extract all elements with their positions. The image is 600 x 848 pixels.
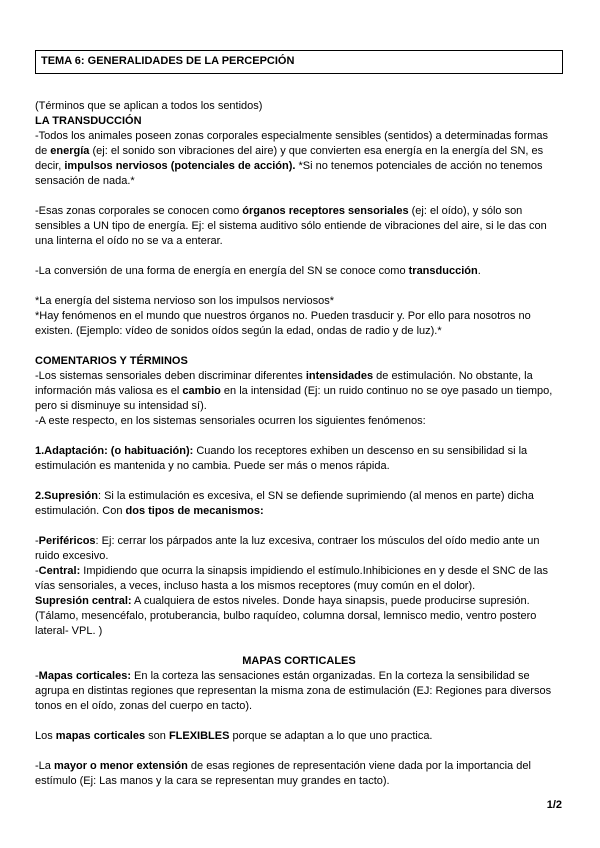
paragraph-adaptacion: 1.Adaptación: (o habituación): Cuando los receptores exhiben un descenso en su sensibilidad si la estimulación es mantenida y no cambia. Puede ser más o menos rápida. <box>35 445 528 472</box>
note-fenomenos: *Hay fenómenos en el mundo que nuestros órganos no. Pueden trasducir y. Por ello para nosotros no existen. (Ejemplo: vídeo de sonidos oídos según la edad, ondas de radio y de luz).* <box>35 310 531 337</box>
document-page <box>35 50 563 789</box>
paragraph-central: -Central: Impidiendo que ocurra la sinapsis impidiendo el estímulo.Inhibiciones en y desde el SNC de las vías sensoriales, a veces, incluso hasta a los mismos receptores (muy común en el dolor). <box>35 565 548 592</box>
section-heading-transduccion: LA TRANSDUCCIÓN <box>35 115 142 127</box>
paragraph-organos-receptores: -Esas zonas corporales se conocen como órganos receptores sensoriales (ej: el oído), y sólo son sensibles a UN tipo de energía. Ej: el sistema auditivo sólo entiende de vibraciones del aire, si le das con una linterna el oído no se va a enterar. <box>35 205 547 247</box>
paragraph-fenomenos-intro: -A este respecto, en los sistemas sensoriales ocurren los siguientes fenómenos: <box>35 415 426 427</box>
intro-note: (Términos que se aplican a todos los sentidos) <box>35 100 263 112</box>
paragraph-mapas-flexibles: Los mapas corticales son FLEXIBLES porque se adaptan a lo que uno practica. <box>35 730 433 742</box>
page-number: 1/2 <box>546 799 562 811</box>
paragraph-perifericos: -Periféricos: Ej: cerrar los párpados ante la luz excesiva, contraer los músculos del oído medio ante un ruido excesivo. <box>35 535 540 562</box>
paragraph-supresion: 2.Supresión: Si la estimulación es excesiva, el SN se defiende suprimiendo (al menos en parte) dicha estimulación. Con dos tipos de mecanismos: <box>35 490 534 517</box>
paragraph-supresion-central: Supresión central: A cualquiera de estos niveles. Donde haya sinapsis, puede producirse supresión. (Tálamo, mesencéfalo, protuberancia, bulbo raquídeo, columna dorsal, lemnisco medio, ventro postero lateral- VPL. ) <box>35 595 537 637</box>
section-heading-comentarios: COMENTARIOS Y TÉRMINOS <box>35 355 188 367</box>
paragraph-mapas-corticales: -Mapas corticales: En la corteza las sensaciones están organizadas. En la corteza la sensibilidad se agrupa en distintas regiones que representan la misma zona de estimulación (EJ: Regiones para diversos tonos en el oído, zonas del cuerpo en tacto). <box>35 670 552 712</box>
document-title: TEMA 6: GENERALIDADES DE LA PERCEPCIÓN <box>35 50 563 74</box>
paragraph-energia: -Todos los animales poseen zonas corporales especialmente sensibles (sentidos) a determinadas formas de energía (ej: el sonido son vibraciones del aire) y que convierten esa energía en la energía del SN, es decir, impulsos nerviosos (potenciales de acción). *Si no tenemos potenciales de acción no tenemos sensación de nada.* <box>35 130 548 187</box>
section-heading-mapas: MAPAS CORTICALES <box>242 655 356 667</box>
paragraph-transduccion: -La conversión de una forma de energía en energía del SN se conoce como transducción. <box>35 265 481 277</box>
note-energia-sn: *La energía del sistema nervioso son los impulsos nerviosos* <box>35 295 334 307</box>
paragraph-extension: -La mayor o menor extensión de esas regiones de representación viene dada por la importancia del estímulo (Ej: Las manos y la cara se representan muy grandes en tacto). <box>35 760 531 787</box>
paragraph-intensidades: -Los sistemas sensoriales deben discriminar diferentes intensidades de estimulación. No obstante, la información más valiosa es el cambio en la intensidad (Ej: un ruido continuo no se oye pasado un tiempo, pero si disminuye su intensidad sí). <box>35 370 553 412</box>
